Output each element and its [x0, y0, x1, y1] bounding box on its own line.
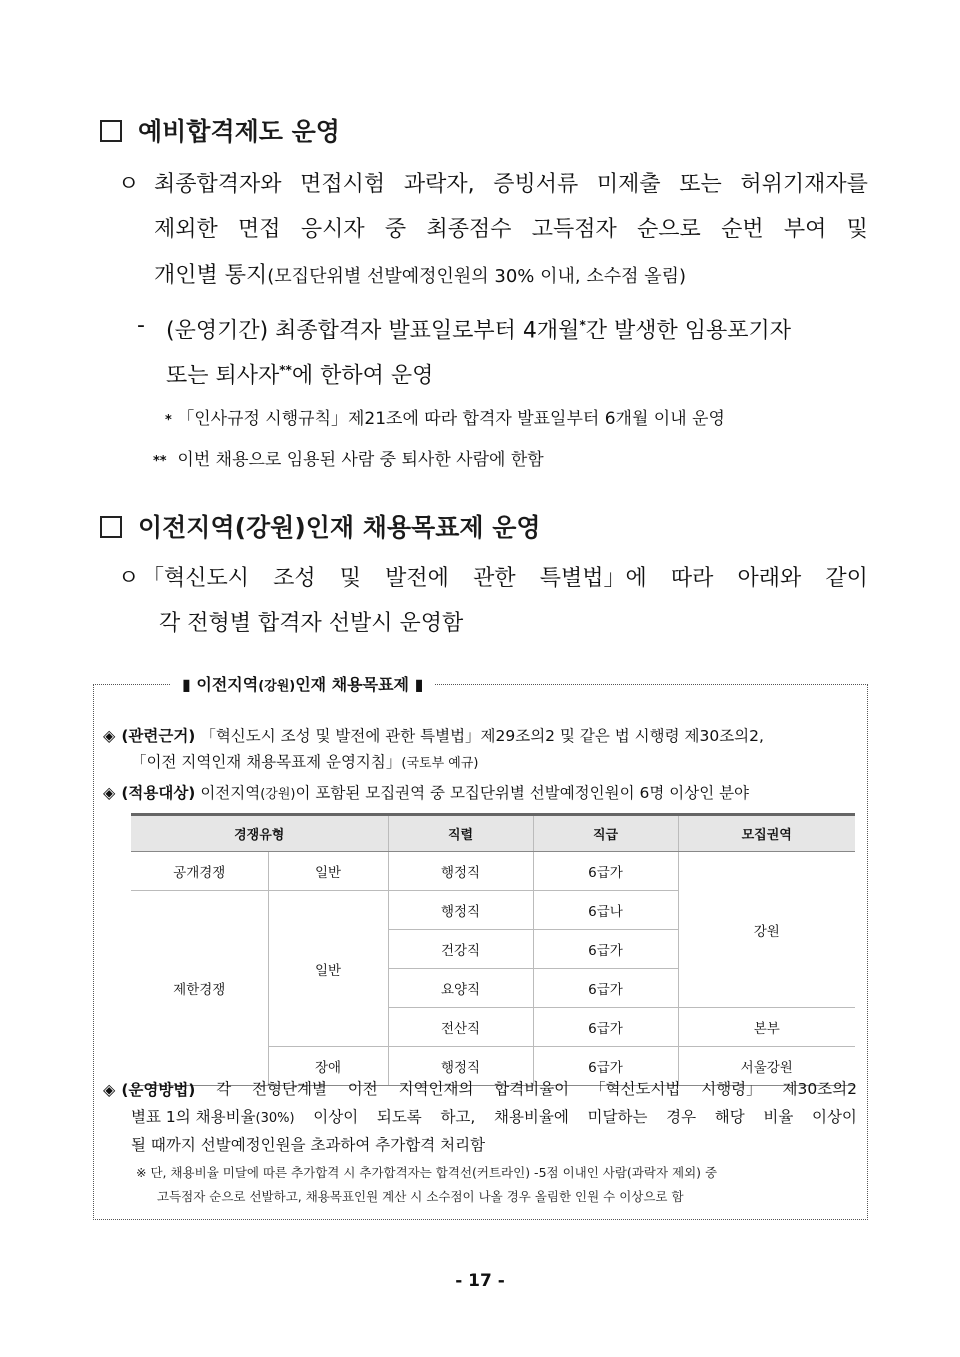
section1-line2: 제외한 면접 응시자 중 최종점수 고득점자 순으로 순번 부여 및 [154, 217, 868, 242]
section2-line2: 각 전형별 합격자 선발시 운영함 [159, 611, 464, 636]
checkbox-square-icon [100, 120, 122, 142]
cell-grade: 6급가 [533, 969, 678, 1008]
section2-line1: 「혁신도시 조성 및 발전에 관한 특별법」에 따라 아래와 같이 [142, 566, 868, 591]
diamond-bullet-icon: ◈ [103, 1080, 116, 1099]
cell-series: 요양직 [388, 969, 533, 1008]
header-competition-type: 경쟁유형 [131, 815, 388, 852]
basis-line1: ◈ (관련근거) 「혁신도시 조성 및 발전에 관한 특별법」제29조의2 및 같은 법 시행령 제30조의2, [103, 726, 764, 745]
header-region: 모집권역 [678, 815, 855, 852]
cell-region-seoul-gangwon: 서울강원 [678, 1047, 855, 1086]
header-grade: 직급 [533, 815, 678, 852]
method-line3: 될 때까지 선발예정인원을 초과하여 추가합격 처리함 [131, 1136, 486, 1154]
cell-open-competition: 공개경쟁 [131, 852, 268, 891]
cell-grade: 6급가 [533, 852, 678, 891]
bullet-circle: ㅇ [118, 566, 140, 591]
footnote-1: * 「인사규정 시행규칙」제21조에 따라 합격자 발표일부터 6개월 이내 운영 [165, 409, 725, 429]
operation-period-line2: 또는 퇴사자**에 한하여 운영 [166, 363, 434, 389]
basis-line2: 「이전 지역인재 채용목표제 운영지침」(국토부 예규) [131, 753, 479, 771]
cell-grade: 6급가 [533, 1047, 678, 1086]
dash-mark: - [137, 313, 145, 338]
cell-series: 행정직 [388, 852, 533, 891]
cell-grade: 6급가 [533, 930, 678, 969]
diamond-bullet-icon: ◈ [103, 783, 116, 802]
cell-grade: 6급가 [533, 1008, 678, 1047]
section-title-reserve: 예비합격제도 운영 [100, 112, 340, 148]
checkbox-square-icon [100, 516, 122, 538]
footnote-2: ** 이번 채용으로 임용된 사람 중 퇴사한 사람에 한함 [153, 450, 544, 470]
cell-grade: 6급나 [533, 891, 678, 930]
section1-line1: 최종합격자와 면접시험 과락자, 증빙서류 미제출 또는 허위기재자를 [154, 172, 868, 197]
section1-line3: 개인별 통지(모집단위별 선발예정인원의 30% 이내, 소수점 올림) [154, 263, 687, 288]
target-table [131, 813, 855, 1086]
target-line: ◈ (적용대상) 이전지역(강원)이 포함된 모집권역 중 모집단위별 선발예정인원이 6명 이상인 분야 [103, 783, 750, 802]
section-title-regional: 이전지역(강원)인재 채용목표제 운영 [100, 508, 541, 544]
method-footnote-2: 고득점자 순으로 선발하고, 채용목표인원 계산 시 소수점이 나올 경우 올림한 인원 수 이상으로 함 [157, 1189, 684, 1204]
cell-general: 일반 [268, 891, 388, 1047]
operation-period-line1: (운영기간) 최종합격자 발표일로부터 4개월*간 발생한 임용포기자 [166, 318, 791, 344]
cell-series: 전산직 [388, 1008, 533, 1047]
cell-series: 건강직 [388, 930, 533, 969]
table-row [131, 852, 855, 891]
header-series: 직렬 [388, 815, 533, 852]
cell-disabled: 장애 [268, 1047, 388, 1086]
method-line1: ◈ (운영방법) 각 전형단계별 이전 지역인재의 합격비율이 「혁신도시법 시행령」 제30조의2 [103, 1076, 857, 1104]
cell-region-hq: 본부 [678, 1008, 855, 1047]
box-title: ▮ 이전지역(강원)인재 채용목표제 ▮ [170, 672, 435, 695]
method-footnote-1: ※ 단, 채용비율 미달에 따른 추가합격 시 추가합격자는 합격선(커트라인) -5점 이내인 사람(과락자 제외) 중 [136, 1165, 718, 1180]
cell-general: 일반 [268, 852, 388, 891]
page-number: - 17 - [455, 1271, 505, 1291]
bullet-circle: ㅇ [118, 172, 140, 197]
cell-series: 행정직 [388, 1047, 533, 1086]
diamond-bullet-icon: ◈ [103, 726, 116, 745]
cell-region-gangwon: 강원 [678, 852, 855, 1008]
cell-restricted-competition: 제한경쟁 [131, 891, 268, 1086]
cell-series: 행정직 [388, 891, 533, 930]
method-line2: 별표 1의 채용비율(30%) 이상이 되도록 하고, 채용비율에 미달하는 경우 해당 비율 이상이 [131, 1108, 857, 1126]
